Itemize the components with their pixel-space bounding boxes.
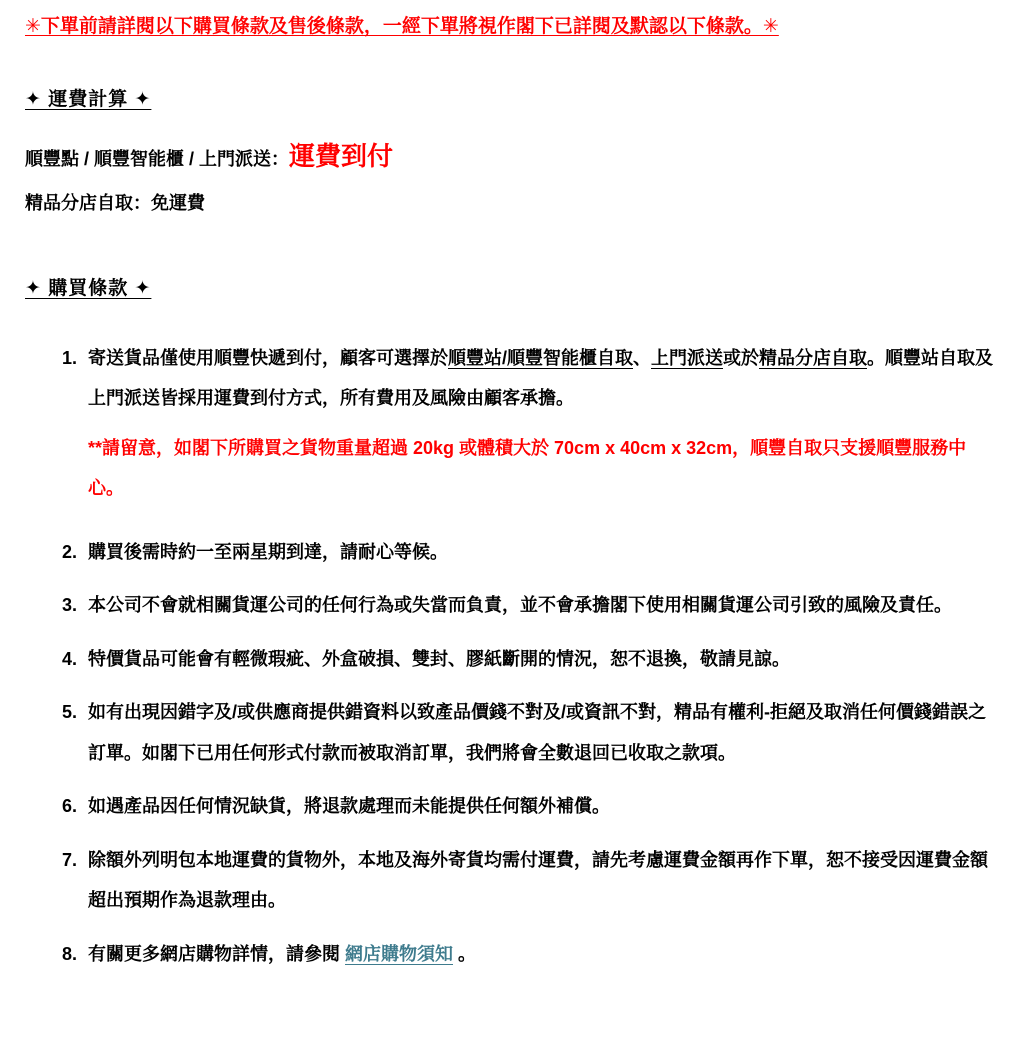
text-segment: 除額外列明包本地運費的貨物外，本地及海外寄貨均需付運費，請先考慮運費金額再作下單，恕不接受因運費金額超出預期作為退款理由。 (88, 849, 988, 911)
term-number: 7. (62, 849, 78, 870)
term-number: 6. (62, 796, 78, 817)
term-text (88, 639, 993, 680)
term-body (88, 532, 993, 573)
text-segment: 有關更多網店購物詳情，請參閱 (88, 943, 345, 964)
term-body (88, 840, 993, 921)
pre-order-notice: ✳下單前請詳閱以下購買條款及售後條款，一經下單將視作閣下已詳閱及默認以下條款。✳ (25, 16, 779, 37)
term-number: 1. (62, 347, 78, 368)
cod-value: 運費到付 (289, 141, 394, 172)
term-number: 4. (62, 648, 78, 669)
term-body (88, 786, 993, 827)
underlined-phrase: 上門派送 (651, 347, 723, 368)
term-item-2 (25, 532, 998, 573)
term-item-7 (25, 840, 998, 921)
store-shopping-guide-link[interactable]: 網店購物須知 (345, 943, 453, 964)
term-item-1 (25, 338, 998, 519)
weight-size-warning: **請留意，如閣下所購買之貨物重量超過 20kg 或體積大於 70cm x 40cm x 32cm，順豐自取只支援順豐服務中心。 (88, 437, 967, 499)
shipping-methods-label: 順豐點 / 順豐智能櫃 / 上門派送： (25, 149, 290, 170)
purchase-terms-heading: ✦ 購買條款 ✦ (25, 278, 152, 300)
text-segment: 。 (453, 943, 477, 964)
term-body (88, 692, 993, 773)
underlined-phrase: 精品分店自取 (759, 347, 867, 368)
term-body (88, 934, 993, 975)
text-segment: 購買後需時約一至兩星期到達，請耐心等候。 (88, 541, 448, 562)
text-segment: 寄送貨品僅使用順豐快遞到付，顧客可選擇於 (88, 347, 448, 368)
term-item-4 (25, 639, 998, 680)
text-segment: 特價貨品可能會有輕微瑕疵、外盒破損、雙封、膠紙斷開的情況，恕不退換，敬請見諒。 (88, 648, 790, 669)
text-segment: 如遇產品因任何情況缺貨，將退款處理而未能提供任何額外補償。 (88, 796, 610, 817)
term-number: 5. (62, 702, 78, 723)
term-number: 2. (62, 541, 78, 562)
shipping-fee-heading: ✦ 運費計算 ✦ (25, 88, 152, 110)
term-number: 3. (62, 595, 78, 616)
text-segment: 如有出現因錯字及/或供應商提供錯資料以致產品價錢不對及/或資訊不對，精品有權利-拒絕及取消任何價錢錯誤之訂單。如閣下已用任何形式付款而被取消訂單，我們將會全數退回已收取之款項。 (88, 702, 986, 763)
term-item-5 (25, 692, 998, 773)
term-number: 8. (62, 943, 78, 964)
term-text (88, 532, 993, 573)
underlined-phrase: 順豐站/順豐智能櫃自取 (448, 347, 633, 368)
shipping-methods-line (25, 141, 998, 172)
term-text (88, 840, 993, 921)
store-pickup-line: 精品分店自取：免運費 (25, 193, 205, 214)
text-segment: 或於 (723, 347, 759, 368)
text-segment: 本公司不會就相關貨運公司的任何行為或失當而負責，並不會承擔閣下使用相關貨運公司引致的風險及責任。 (88, 595, 952, 616)
term-text (88, 585, 993, 626)
text-segment: 。順豐站自取及上門派送皆採用運費到付方式，所有費用及風險由顧客承擔。 (88, 347, 993, 409)
term-body (88, 338, 993, 519)
term-item-3 (25, 585, 998, 626)
term-text (88, 692, 993, 773)
term-text (88, 786, 993, 827)
term-text (88, 338, 993, 419)
term-item-8 (25, 934, 998, 975)
term-item-6 (25, 786, 998, 827)
term-body (88, 585, 993, 626)
text-segment: 、 (633, 347, 651, 368)
terms-list (25, 338, 998, 975)
term-text (88, 934, 993, 975)
term-body (88, 639, 993, 680)
